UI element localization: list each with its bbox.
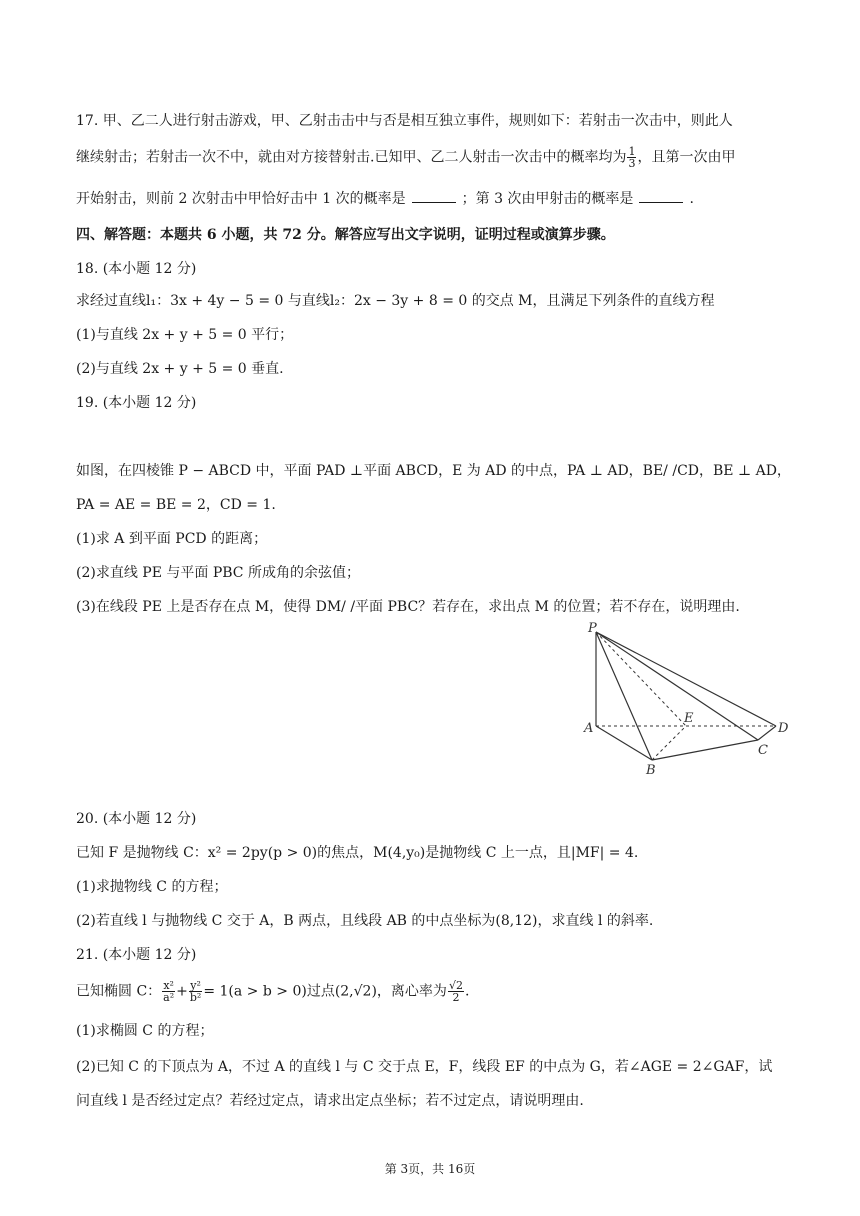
q18-header: 18. (本小题 12 分): [76, 261, 197, 277]
q21-part2-line1: (2)已知 C 的下顶点为 A，不过 A 的直线 l 与 C 交于点 E，F，线段 EF 的中点为 G，若∠AGE = 2∠GAF，试: [76, 1059, 773, 1075]
frac-numerator: y²: [190, 979, 201, 992]
x-term-fraction: [162, 980, 175, 1003]
eccentricity-fraction: [448, 980, 464, 1003]
edge-ab: [596, 726, 652, 760]
q20-header: 20. (本小题 12 分): [76, 811, 197, 827]
q21-part2-line2: 问直线 l 是否经过定点？若经过定点，请求出定点坐标；若不过定点，请说明理由.: [76, 1093, 584, 1109]
q21-stem-text-b: = 1(a > b > 0)过点(2,√2)，离心率为: [203, 983, 447, 1000]
q20-part2: (2)若直线 l 与抛物线 C 交于 A，B 两点，且线段 AB 的中点坐标为(8,12)，求直线 l 的斜率.: [76, 913, 654, 929]
y-term-fraction: [189, 980, 202, 1003]
q21-header: 21. (本小题 12 分): [76, 947, 197, 963]
q19-part1: (1)求 A 到平面 PCD 的距离；: [76, 531, 268, 547]
q20-part1: (1)求抛物线 C 的方程；: [76, 879, 228, 895]
q21-stem-text-a: 已知椭圆 C：: [76, 983, 162, 1000]
frac-denominator: b²: [189, 991, 202, 1004]
frac-denominator: a²: [163, 991, 175, 1004]
q18-part1: (1)与直线 2x + y + 5 = 0 平行；: [76, 327, 294, 343]
answer-blank-1: [412, 190, 456, 203]
q19-stem-line1: 如图，在四棱锥 P − ABCD 中，平面 PAD ⊥平面 ABCD，E 为 AD 的中点，PA ⊥ AD，BE/ /CD，BE ⊥ AD，: [76, 463, 791, 479]
q19-header: 19. (本小题 12 分): [76, 395, 197, 411]
frac-denominator: 2: [452, 991, 460, 1004]
edge-cd: [758, 726, 776, 740]
vertex-label-p: P: [588, 621, 597, 636]
frac-numerator: x²: [163, 979, 174, 992]
edge-bc: [652, 740, 758, 760]
vertex-label-a: A: [584, 721, 594, 736]
q20-stem: 已知 F 是抛物线 C：x² = 2py(p > 0)的焦点，M(4,y₀)是抛物线 C 上一点，且|MF| = 4.: [76, 845, 639, 861]
edge-pc: [596, 632, 758, 740]
q19-part2: (2)求直线 PE 与平面 PBC 所成角的余弦值；: [76, 565, 360, 581]
q18-stem: 求经过直线l₁：3x + 4y − 5 = 0 与直线l₂：2x − 3y + 8 = 0 的交点 M，且满足下列条件的直线方程: [76, 293, 715, 309]
q19-stem-line2: PA = AE = BE = 2，CD = 1.: [76, 497, 276, 513]
vertex-label-d: D: [778, 721, 789, 736]
edge-pe-hidden: [596, 632, 686, 726]
frac-numerator: √2: [448, 979, 463, 992]
q17-line3-text-b: ；第 3 次由甲射击的概率是: [461, 191, 634, 207]
frac-numerator: 1: [628, 145, 636, 158]
q21-part1: (1)求椭圆 C 的方程；: [76, 1023, 214, 1039]
vertex-label-b: B: [646, 763, 656, 778]
q17-line3-text-a: 开始射击，则前 2 次射击中甲恰好击中 1 次的概率是: [76, 191, 406, 207]
q17-line2-text-b: ，且第一次由甲: [637, 149, 736, 166]
q19-part3: (3)在线段 PE 上是否存在点 M，使得 DM/ /平面 PBC？若存在，求出点 M 的位置；若不存在，说明理由.: [76, 599, 740, 615]
page-footer: 第 3页，共 16页: [384, 1162, 476, 1176]
q17-line2-text-a: 继续射击；若射击一次不中，就由对方接替射击.已知甲、乙二人射击一次击中的概率均为: [76, 149, 627, 166]
q21-stem: [76, 980, 469, 1003]
answer-blank-2: [639, 190, 683, 203]
vertex-label-c: C: [758, 743, 768, 758]
vertex-label-e: E: [684, 711, 694, 726]
q17-line1: 17. 甲、乙二人进行射击游戏，甲、乙射击击中与否是相互独立事件，规则如下：若射击一次击中，则此人: [76, 113, 733, 129]
pyramid-figure: [580, 618, 792, 778]
q18-part2: (2)与直线 2x + y + 5 = 0 垂直.: [76, 361, 284, 377]
q17-line2: [76, 146, 735, 169]
q21-stem-text-c: .: [464, 983, 470, 1000]
plus-sign: +: [176, 983, 188, 1000]
q17-line3-text-c: .: [689, 191, 694, 207]
frac-denominator: 3: [628, 157, 636, 170]
q17-line3: [76, 188, 694, 210]
q17-probability-fraction: [627, 146, 636, 169]
section-heading: 四、解答题：本题共 6 小题，共 72 分。解答应写出文字说明，证明过程或演算步骤。: [76, 227, 615, 243]
